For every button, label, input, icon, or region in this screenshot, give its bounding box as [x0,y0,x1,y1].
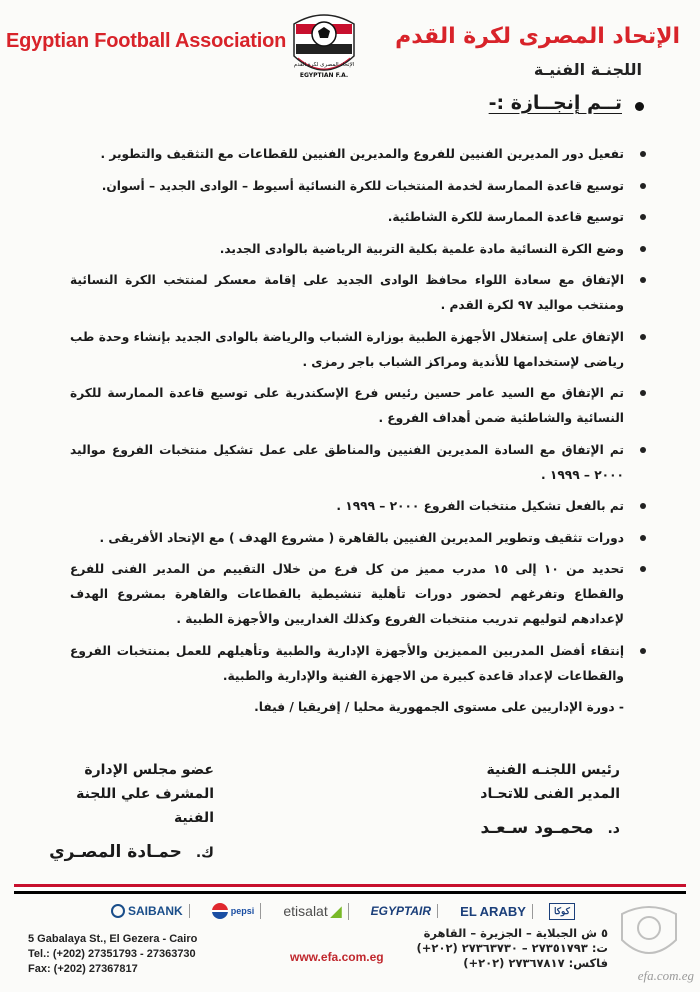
kb-logo-icon: كوكا [549,903,575,920]
list-item-text: وضع الكرة النسائية مادة علمية بكلية التربية الرياضية بالوادى الجديد. [219,241,624,256]
watermark-text: efa.com.eg [637,968,694,983]
list-item-text: الإتفاق على إستغلال الأجهزة الطبية بوزارة الشباب والرياضة بالوادى الجديد بإنشاء وحدة طب رياضى لإستخدامها للأندية ومراكز الشباب باجر رمزى . [70,329,624,369]
phone-line: Tel.: (+202) 27351793 - 27363730 [28,948,196,960]
arabic-subtitle: اللجنـة الفنيـة [533,60,642,79]
list-item [70,237,630,262]
bullet-icon [640,566,646,572]
section-heading: تــم إنجــازة :- [488,92,622,114]
etisalat-logo-icon: etisalat ◢ [277,903,348,920]
logo-text-english: EGYPTIAN F.A. [299,72,349,79]
egypt-flag-stripe [14,884,686,894]
el-araby-logo-icon: EL ARABY [454,904,533,919]
list-item [70,142,630,167]
signature-name [44,840,214,865]
address-line: 5 Gabalaya St., El Gezera - Cairo [28,933,198,945]
fax-line: Fax: (+202) 27367817 [28,963,138,975]
efa-logo-icon [284,4,364,88]
bullet-icon [640,334,646,340]
list-item [70,205,630,230]
pepsi-globe-icon: pepsi [206,903,262,919]
bullet-icon [640,246,646,252]
signature-prefix: ك. [195,845,214,861]
signature-title-2: المدير الفنى للاتحـاد [480,786,620,802]
list-item [70,526,630,551]
signature-name-text: محمـود سـعـد [480,818,594,838]
list-item-text: دورات تثقيف وتطوير المديرين الفنيين بالقاهرة ( مشروع الهدف ) مع الإتحاد الأفريقى . [99,530,624,545]
list-item [70,174,630,199]
address-line: ٥ ش الجبلاية – الجزيرة – القاهرة [423,926,608,940]
list-item-text: تم الإتفاق مع السيد عامر حسين رئيس فرع الإسكندرية على توسيع قاعدة الممارسة للكرة النسائية والشاطئية ضمن أهداف الفروع . [70,386,624,425]
bullet-icon [640,447,646,453]
bullet-icon [640,214,646,220]
signature-title-1: رئيس اللجنـه الفنية [486,762,620,778]
bullet-icon [640,648,646,654]
bullet-icon [640,535,646,541]
list-item [70,639,630,689]
english-title: Egyptian Football Association [6,30,287,52]
address-english [28,932,197,977]
list-item-text: - دورة الإداريين على مستوى الجمهورية محليا / إفريقيا / فيفا. [254,700,624,714]
signature-board-member [44,758,214,865]
list-item-text: تم بالفعل تشكيل منتخبات الفروع ٢٠٠٠ – ١٩٩٩ . [336,499,624,513]
list-item [70,268,630,318]
list-item-text: تفعيل دور المديرين الفنيين للفروع والمديرين الفنيين للقطاعات مع التثقيف والتطوير . [100,147,624,161]
list-item [70,557,630,632]
website-link[interactable]: www.efa.com.eg [290,950,384,964]
list-item-text: تم الإتفاق مع السادة المديرين الفنيين والمناطق على عمل تشكيل منتخبات الفروع مواليد ٢٠٠٠ – ١٩٩٩ . [70,442,624,482]
list-item-text: الإتفاق مع سعادة اللواء محافظ الوادى الجديد على إقامة معسكر لمنتخب الكرة النسائية ومنتخب مواليد ٩٧ لكرة القدم . [70,273,624,312]
watermark-logo-icon [614,900,684,966]
phone-line: ت: ٢٧٣٥١٧٩٣ – ٢٧٣٦٣٧٣٠ (٢٠٢+) [416,941,608,955]
list-item [70,381,630,431]
bullet-icon [640,151,646,157]
signature-title-2: المشرف علي اللجنة الفنية [76,786,214,826]
list-item-text: تحديد من ١٠ إلى ١٥ مدرب مميز من كل فرع من خلال التقييم من المدير الفنى للفرع والقطاع وتفرغهم لحضور دورات تأهلية تنشيطية بالقطاعات والقاهرة بمشروع الهدف لإعدادهم لتوليهم تدريب منتخبات الفروع وكذلك الغداريين والأجهزة الطبية . [70,562,625,626]
flag-black-stripe [14,891,686,894]
egyptair-logo-icon: EGYPTAIR [365,904,438,918]
arabic-title: الإتحاد المصرى لكرة القدم [395,24,680,49]
bullet-icon [640,277,646,283]
list-item-text: توسيع قاعدة الممارسة لخدمة المنتخبات للكرة النسائية أسيوط – الوادى الجديد – أسوان. [101,178,624,193]
list-item-text: إنتقاء أفضل المدربين المميزين والأجهزة الإدارية والطبية وتأهيلهم للعمل بمنتخبات الفروع والقطاعات لإعداد قاعدة كبيرة من الاجهزة الفنية والإدارية والطبية. [70,643,624,683]
bullet-icon [640,503,646,509]
list-item [70,438,630,488]
list-item [70,695,630,720]
heading-bullet-icon [635,102,644,111]
bullet-icon [640,390,646,396]
saib-logo-icon: SAIBANK [105,904,190,918]
bullet-icon [640,183,646,189]
signature-technical-director [480,758,620,841]
list-item [70,325,630,375]
section-heading-row [489,92,622,114]
signature-prefix: د. [607,821,620,837]
list-item [70,494,630,519]
address-arabic [417,926,608,971]
signature-title-1: عضو مجلس الإدارة [84,762,214,778]
sponsors-bar [105,898,575,924]
achievements-list [70,142,630,727]
signature-name [480,816,620,841]
signature-name-text: حمـادة المصـري [49,842,182,862]
list-item-text: توسيع قاعدة الممارسة للكرة الشاطئية. [387,210,624,224]
logo-text-arabic: الإتحاد المصرى لكرة القدم [293,62,355,68]
fax-line: فاكس: ٢٧٣٦٧٨١٧ (٢٠٢+) [463,956,608,970]
